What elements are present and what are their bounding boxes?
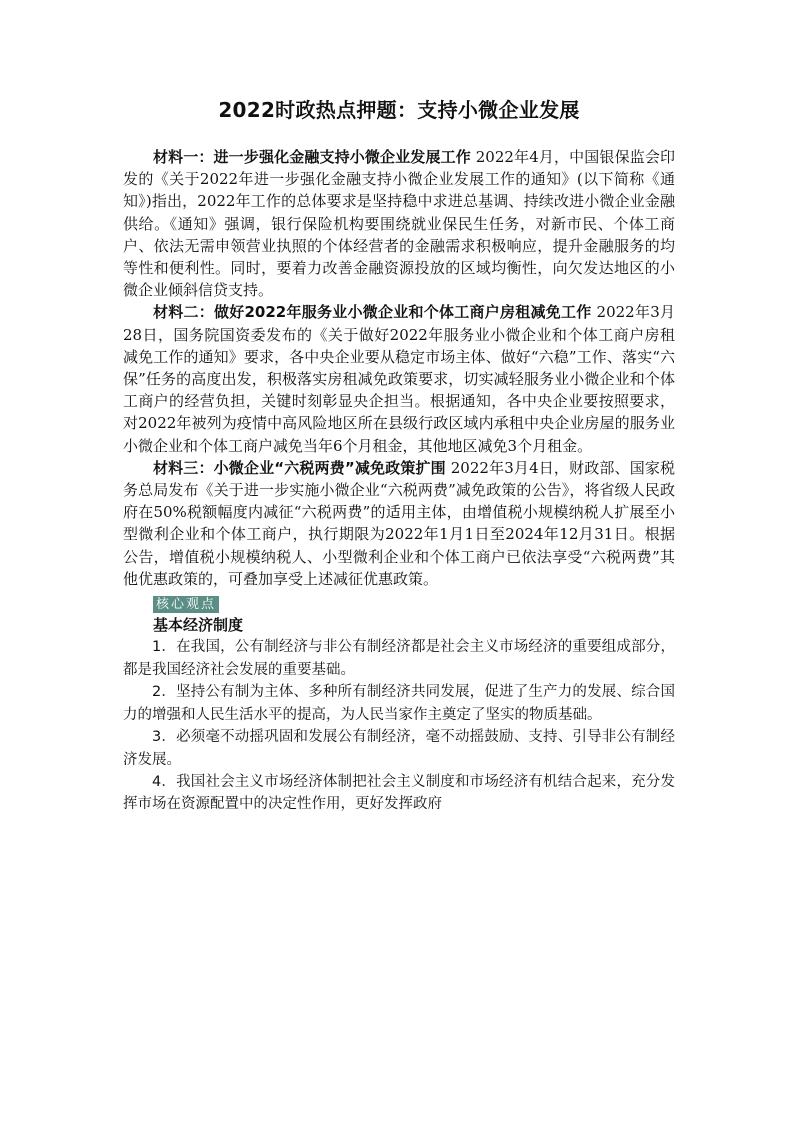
document-page: [123, 96, 675, 816]
section-subheading: 基本经济制度: [153, 616, 244, 635]
document-title: 2022时政热点押题：支持小微企业发展: [218, 98, 580, 122]
numbered-point: 3．必须毫不动摇巩固和发展公有制经济，毫不动摇鼓励、支持、引导非公有制经济发展。: [123, 729, 675, 768]
material-body: 2022年3月4日，财政部、国家税务总局发布《关于进一步实施小微企业“六税两费”减免政策的公告》，将省级人民政府在50%税额幅度内减征“六税两费”的适用主体，由增值税小规模纳税人扩展至小型微利企业和个体工商户，执行期限为2022年1月1日至2024年12月31日。根据公告，增值税小规模纳税人、小型微利企业和个体工商户已依法享受“六税两费”其他优惠政策的，可叠加享受上述减征优惠政策。: [123, 458, 676, 588]
material-heading: 材料三：小微企业“六税两费”减免政策扩围: [153, 458, 446, 477]
material-body: 2022年3月28日，国务院国资委发布的《关于做好2022年服务业小微企业和个体工商户房租减免工作的通知》要求，各中央企业要从稳定市场主体、做好“六稳”工作、落实“六保”任务的高度出发，积极落实房租减免政策要求，切实减轻服务业小微企业和个体工商户的经营负担，关键时刻彰显央企担当。根据通知，各中央企业要按照要求，对2022年被列为疫情中高风险地区所在县级行政区域内承租中央企业房屋的服务业小微企业和个体工商户减免当年6个月租金，其他地区减免3个月租金。: [123, 303, 675, 455]
material-paragraph: [123, 457, 675, 590]
numbered-point: 1．在我国，公有制经济与非公有制经济都是社会主义市场经济的重要组成部分，都是我国经济社会发展的重要基础。: [123, 639, 675, 678]
numbered-point: 2．坚持公有制为主体、多种所有制经济共同发展，促进了生产力的发展、综合国力的增强和人民生活水平的提高，为人民当家作主奠定了坚实的物质基础。: [123, 684, 675, 723]
numbered-point: 4．我国社会主义市场经济体制把社会主义制度和市场经济有机结合起来，充分发挥市场在资源配置中的决定性作用，更好发挥政府: [123, 773, 675, 813]
material-heading: 材料一：进一步强化金融支持小微企业发展工作: [153, 148, 471, 166]
tag-row: [123, 592, 675, 614]
material-paragraph: [123, 146, 675, 301]
material-heading: 材料二：做好2022年服务业小微企业和个体工商户房租减免工作: [153, 303, 592, 322]
core-viewpoint-tag: 核心观点: [153, 596, 219, 613]
material-body: 2022年4月，中国银保监会印发的《关于2022年进一步强化金融支持小微企业发展工作的通知》(以下简称《通知》)指出，2022年工作的总体要求是坚持稳中求进总基调、持续改进小微企业金融供给。《通知》强调，银行保险机构要围绕就业保民生任务，对新市民、个体工商户、依法无需申领营业执照的个体经营者的金融需求积极响应，提升金融服务的均等性和便利性。同时，要着力改善金融资源投放的区域均衡性，向欠发达地区的小微企业倾斜信贷支持。: [123, 148, 675, 300]
material-paragraph: [123, 301, 675, 456]
